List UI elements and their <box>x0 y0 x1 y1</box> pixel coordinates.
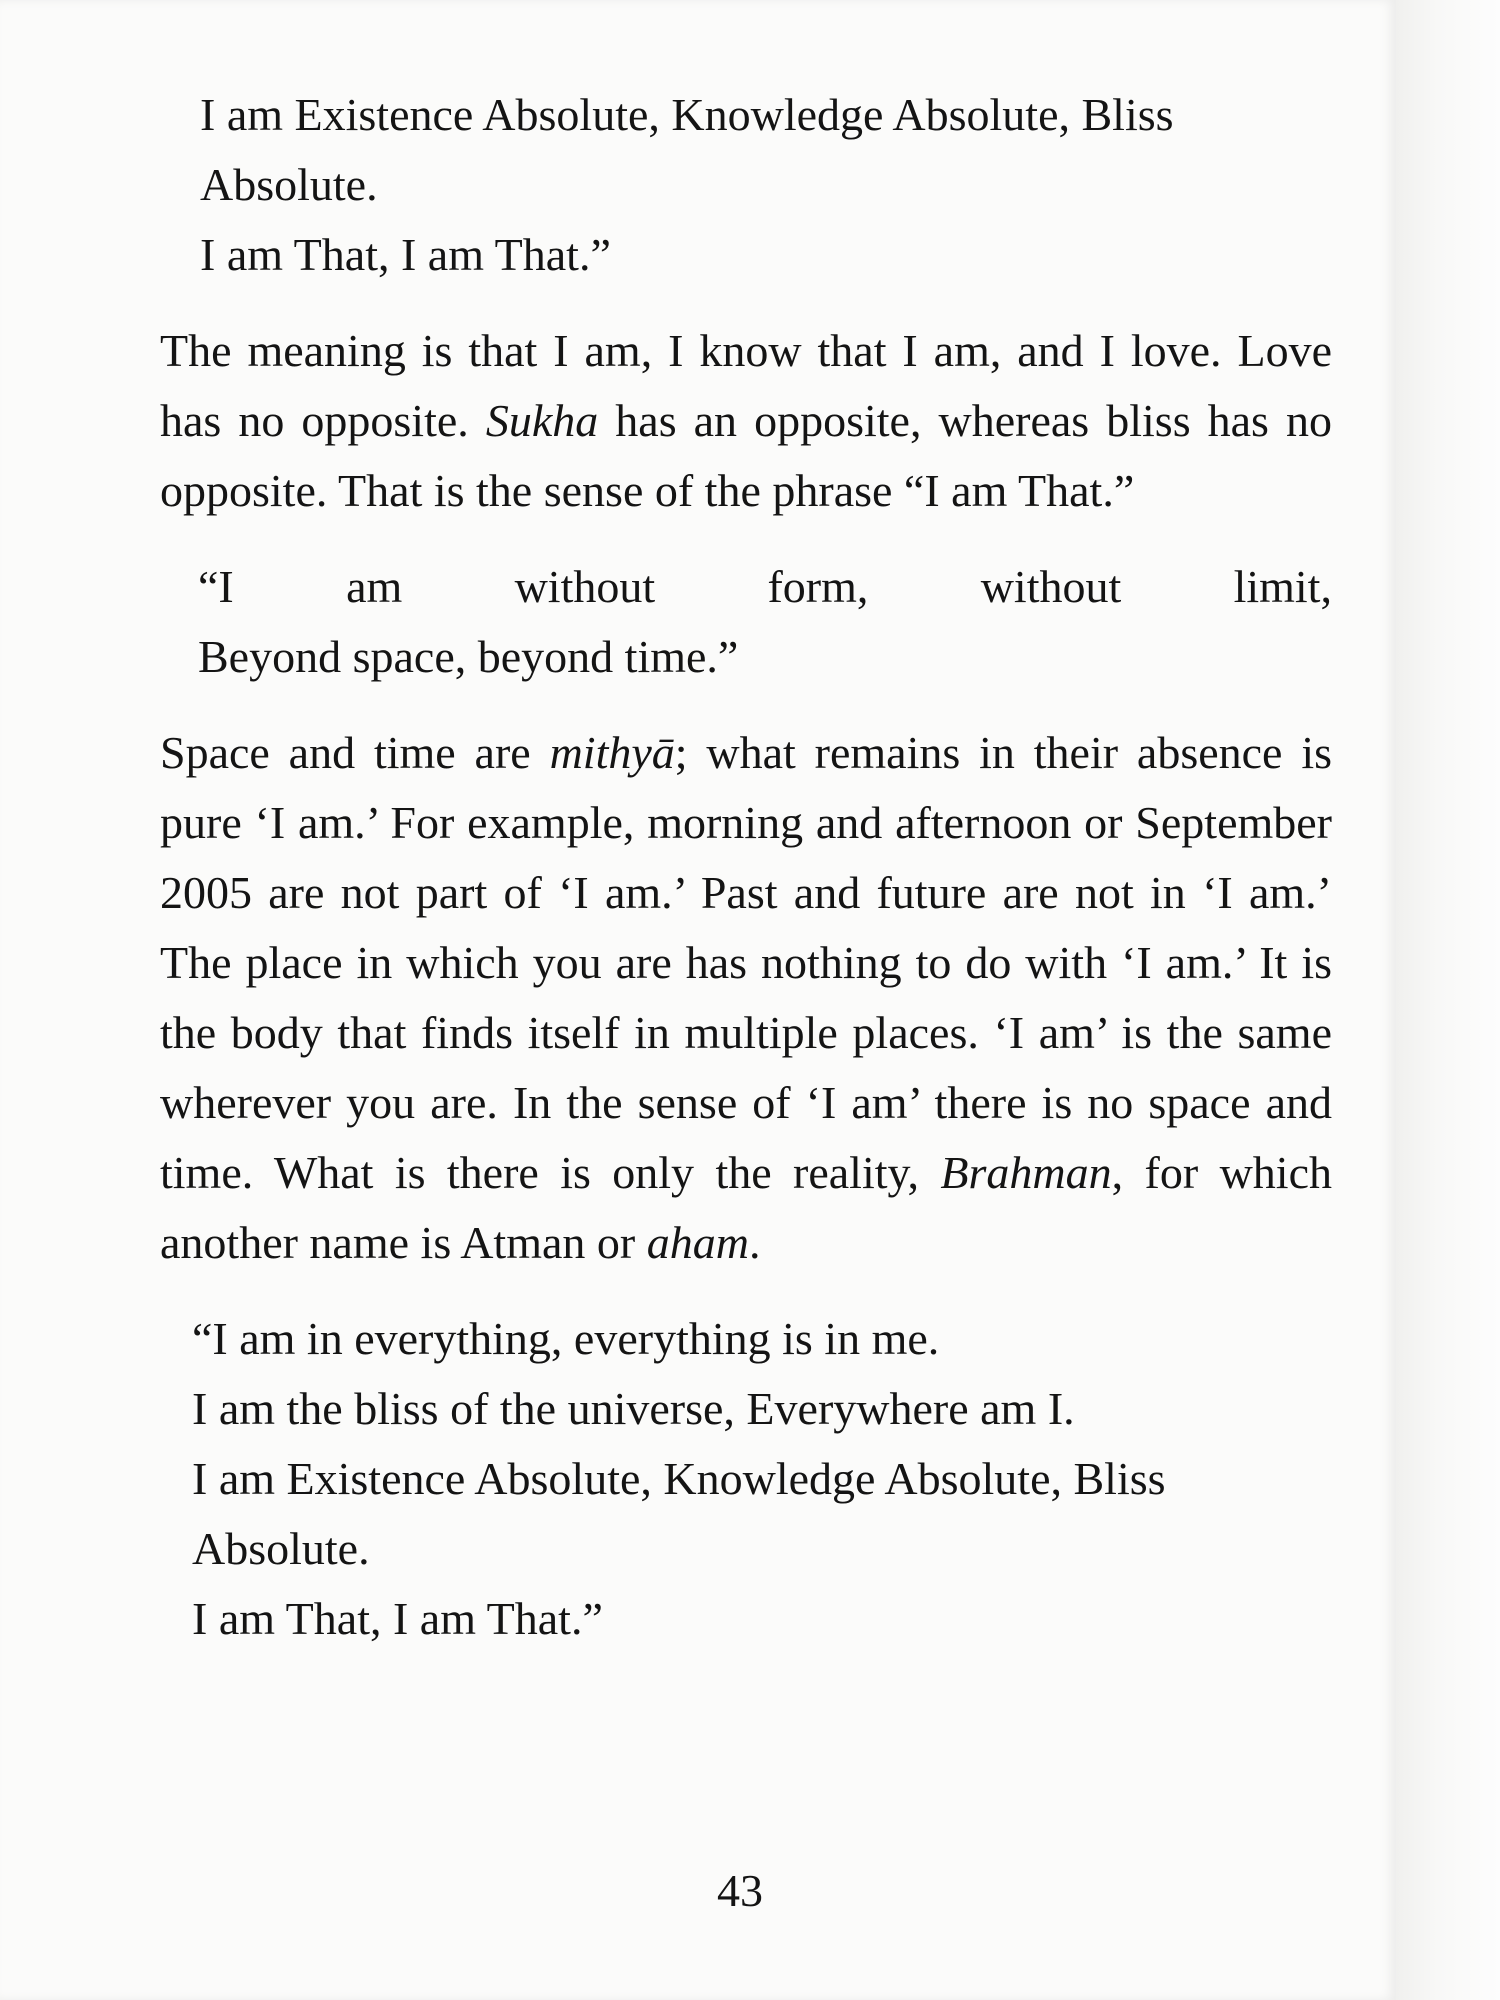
page-number: 43 <box>717 1865 763 1916</box>
verse-line: Absolute. <box>200 159 378 210</box>
verse-line: I am Existence Absolute, Knowledge Absolute, Bliss <box>200 89 1174 140</box>
paragraph-meaning: The meaning is that I am, I know that I am, and I love. Love has no opposite. Sukha has an opposite, whereas bliss has no opposite. That is the sense of the phrase “I am That.” <box>160 325 1332 516</box>
facing-page-edge <box>1396 0 1500 2000</box>
italic-term: mithyā <box>549 727 675 778</box>
verse-line: Absolute. <box>192 1523 370 1574</box>
italic-term: Brahman <box>940 1147 1112 1198</box>
verse-line: I am That, I am That.” <box>200 229 611 280</box>
verse-line: I am the bliss of the universe, Everywhere am I. <box>192 1383 1075 1434</box>
paragraph-space-time: Space and time are mithyā; what remains in their absence is pure ‘I am.’ For example, morning and afternoon or September 2005 are not part of ‘I am.’ Past and future are not in ‘I am.’ The place in which you are has nothing to do with ‘I am.’ It is the body that finds itself in multiple places. ‘I am’ is the same wherever you are. In the sense of ‘I am’ there is no space and time. What is there is only the reality, Brahman, for which another name is Atman or aham. <box>160 727 1332 1268</box>
italic-term: Sukha <box>485 395 599 446</box>
verse-line: “I am without form, without limit, <box>198 561 1332 612</box>
verse-line: I am Existence Absolute, Knowledge Absolute, Bliss <box>192 1453 1166 1504</box>
page-text <box>160 80 1332 1654</box>
verse-block-1 <box>200 80 1332 290</box>
verse-block-3 <box>192 1304 1332 1654</box>
verse-block-2 <box>198 552 1332 692</box>
verse-line: Beyond space, beyond time.” <box>198 631 739 682</box>
verse-line: “I am in everything, everything is in me. <box>192 1313 940 1364</box>
italic-term: aham <box>646 1217 749 1268</box>
verse-line: I am That, I am That.” <box>192 1593 603 1644</box>
